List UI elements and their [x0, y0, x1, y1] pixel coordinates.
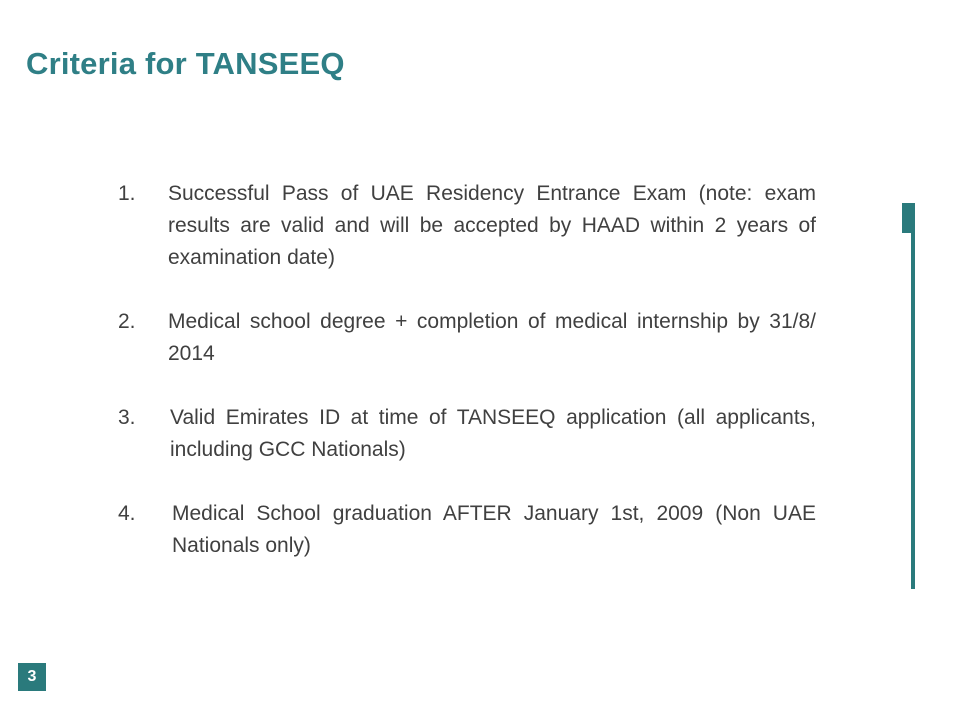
- page-number-badge: 3: [18, 663, 46, 691]
- slide-title: Criteria for TANSEEQ: [26, 46, 345, 81]
- accent-bar: [902, 203, 915, 233]
- list-item-text: Successful Pass of UAE Residency Entrance Exam (note: exam results are valid and will be accepted by HAAD within 2 years of examination date): [168, 182, 816, 269]
- list-item-number: 4.: [118, 502, 136, 525]
- list-item-number: 3.: [118, 406, 136, 429]
- list-item: [118, 178, 816, 274]
- list-item: [118, 306, 816, 370]
- list-item-text: Medical school degree + completion of medical internship by 31/8/ 2014: [168, 310, 816, 365]
- list-item: [118, 402, 816, 466]
- list-item-number: 2.: [118, 310, 136, 333]
- criteria-list: [118, 178, 816, 562]
- accent-vertical-line: [911, 203, 915, 589]
- list-item-number: 1.: [118, 182, 136, 205]
- list-item-text: Medical School graduation AFTER January 1st, 2009 (Non UAE Nationals only): [172, 502, 816, 557]
- list-item-text: Valid Emirates ID at time of TANSEEQ application (all applicants, including GCC Nationals): [170, 406, 816, 461]
- list-item: [118, 498, 816, 562]
